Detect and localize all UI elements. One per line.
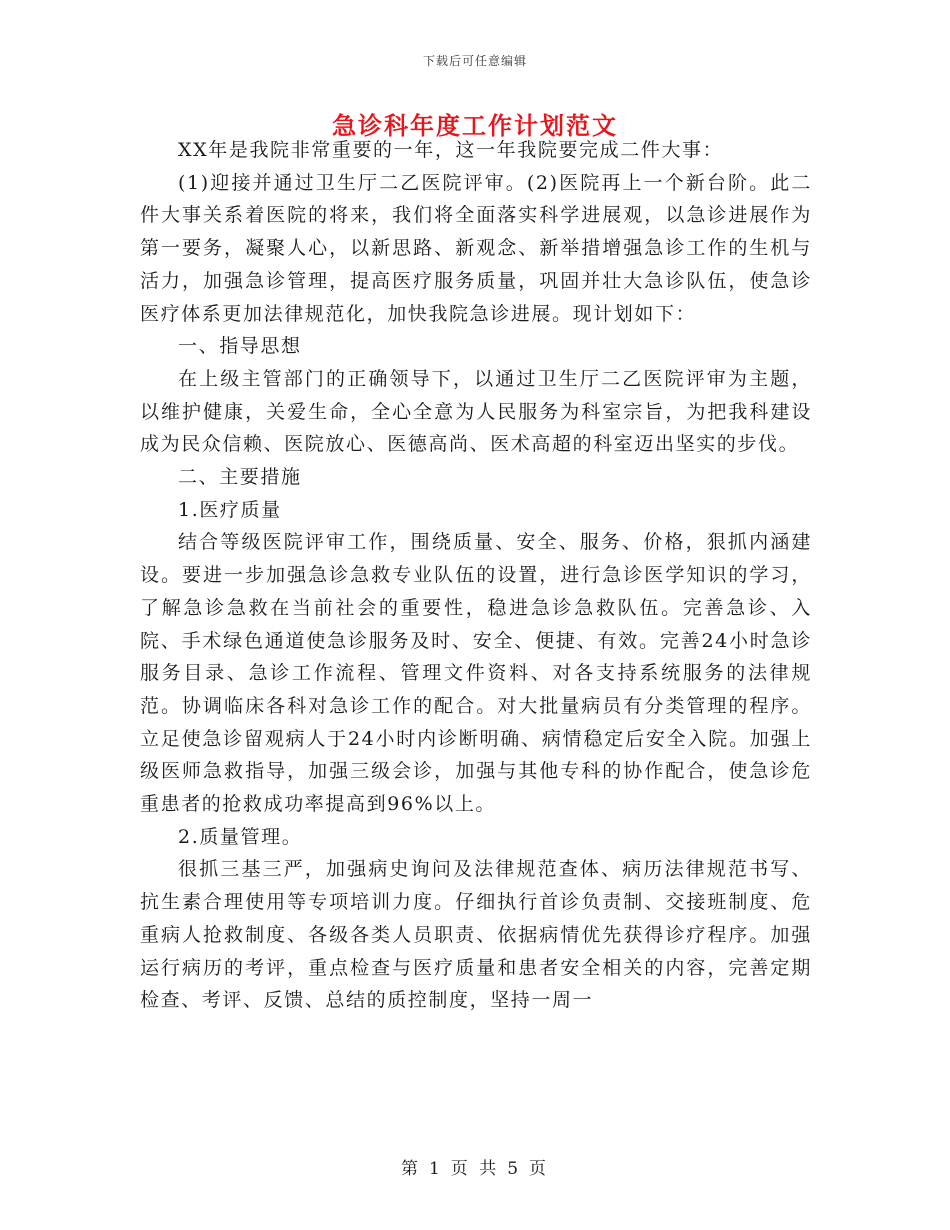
paragraph-events: (1)迎接并通过卫生厅二乙医院评审。(2)医院再上一个新台阶。此二件大事关系着医院的将来，我们将全面落实科学进展观，以急诊进展作为第一要务，凝聚人心，以新思路、新观念、新举措增强急诊工作的生机与活力，加强急诊管理，提高医疗服务质量，巩固并壮大急诊队伍，使急诊医疗体系更加法律规范化，加快我院急诊进展。现计划如下： [140,171,812,325]
footer-current-page: 1 [428,1159,443,1179]
paragraph-quality-management: 很抓三基三严，加强病史询问及法律规范查体、病历法律规范书写、抗生素合理使用等专项培训力度。仔细执行首诊负责制、交接班制度、危重病人抢救制度、各级各类人员职责、依据病情优先获得诊疗程序。加强运行病历的考评，重点检查与医疗质量和患者安全相关的内容，完善定期检查、考评、反馈、总结的质控制度，坚持一周一 [140,858,812,1012]
header-note: 下载后可任意编辑 [422,54,527,68]
section-heading-guiding-thought: 一、指导思想 [178,335,302,358]
page-footer [0,1154,950,1179]
paragraph-intro: XX年是我院非常重要的一年，这一年我院要完成二件大事： [178,139,724,161]
footer-total-pages: 5 [507,1159,522,1179]
subheading-quality-management: 2.质量管理。 [178,825,303,848]
paragraph-guiding-thought: 在上级主管部门的正确领导下，以通过卫生厅二乙医院评审为主题，以维护健康，关爱生命，全心全意为人民服务为科室宗旨，为把我科建设成为民众信赖、医院放心、医德高尚、医术高超的科室迈出坚实的步伐。 [140,367,812,456]
footer-middle: 页 共 [450,1159,500,1179]
section-heading-main-measures: 二、主要措施 [178,466,302,489]
paragraph-medical-quality: 结合等级医院评审工作，围绕质量、安全、服务、价格，狠抓内涵建设。要进一步加强急诊急救专业队伍的设置，进行急诊医学知识的学习，了解急诊急救在当前社会的重要性，稳进急诊急救队伍。完善急诊、入院、手术绿色通道使急诊服务及时、安全、便捷、有效。完善24小时急诊服务目录、急诊工作流程、管理文件资料、对各支持系统服务的法律规范。协调临床各科对急诊工作的配合。对大批量病员有分类管理的程序。立足使急诊留观病人于24小时内诊断明确、病情稳定后安全入院。加强上级医师急救指导，加强三级会诊，加强与其他专科的协作配合，使急诊危重患者的抢救成功率提高到96%以上。 [140,531,812,816]
footer-suffix: 页 [529,1159,550,1179]
document-title: 急诊科年度工作计划范文 [332,111,618,140]
document-body [140,134,812,1017]
footer-prefix: 第 [400,1159,421,1179]
subheading-medical-quality: 1.医疗质量 [178,498,282,521]
